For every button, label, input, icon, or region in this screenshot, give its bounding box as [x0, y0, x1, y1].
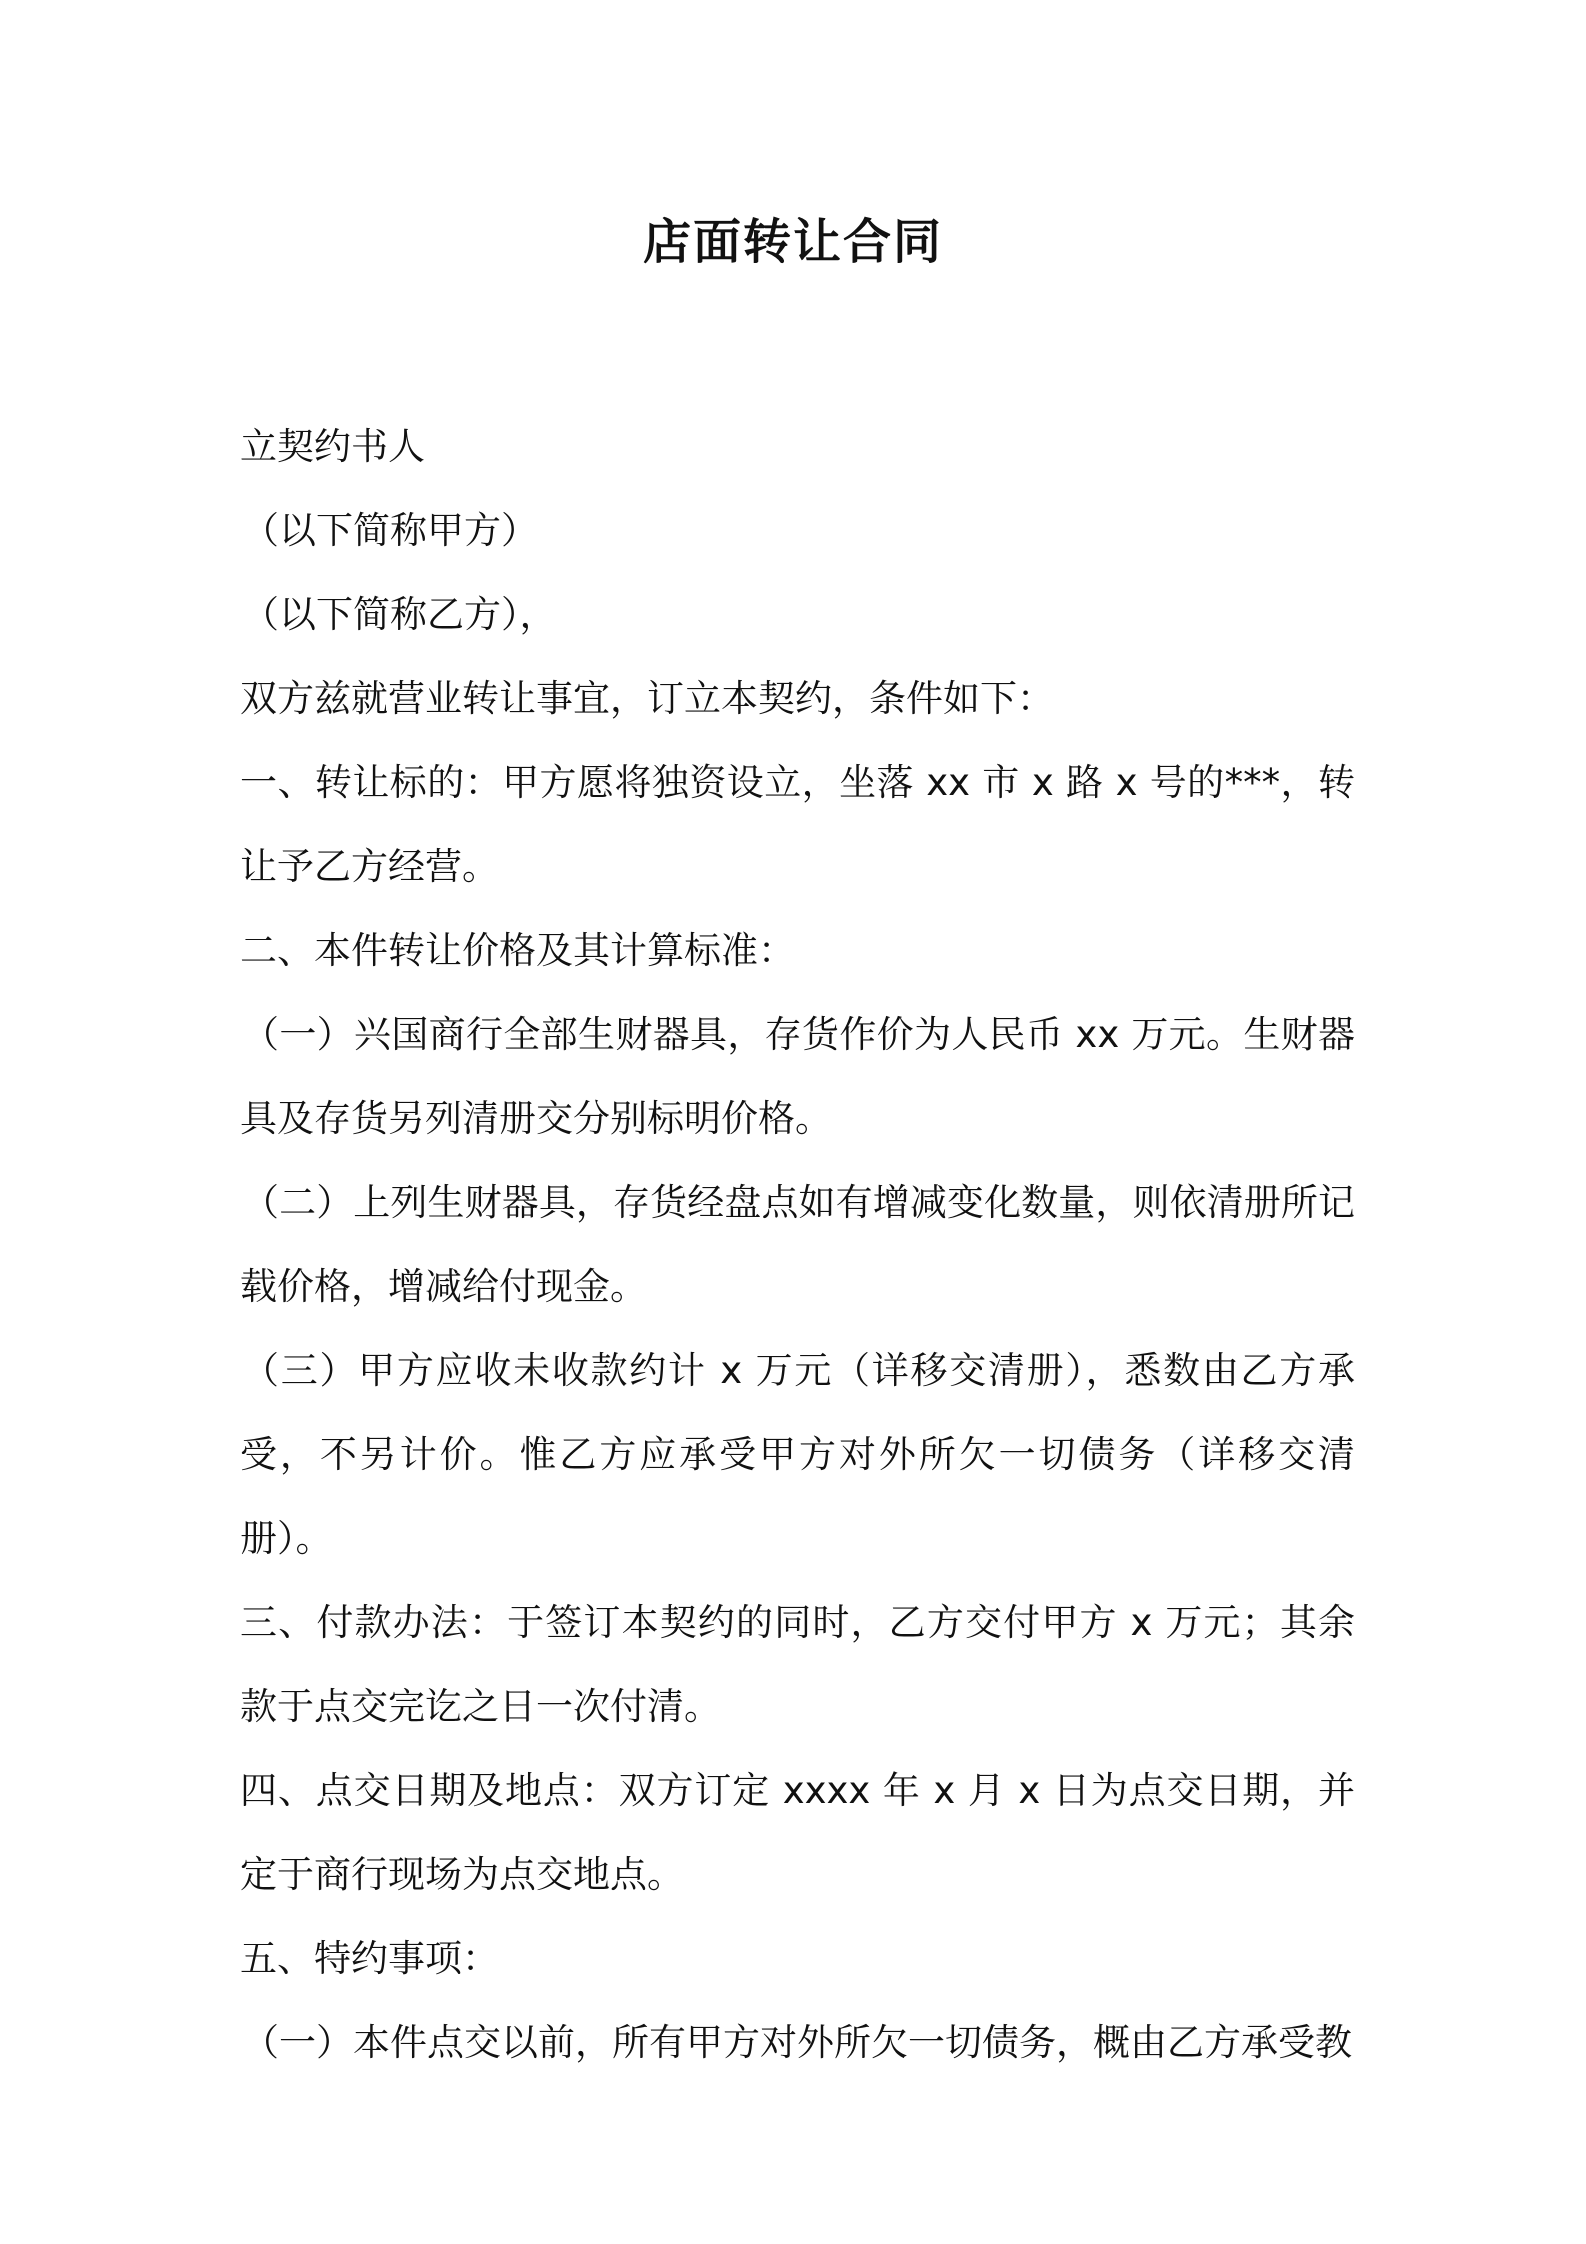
paragraph-clause-2-item-2: （二）上列生财器具，存货经盘点如有增减变化数量，则依清册所记载价格，增减给付现金。	[240, 1181, 1355, 1308]
paragraph-party-a: （以下简称甲方）	[242, 509, 538, 552]
document-title: 店面转让合同	[642, 214, 943, 270]
paragraph-preamble: 双方兹就营业转让事宜，订立本契约，条件如下：	[240, 677, 1054, 720]
paragraph-party-b: （以下简称乙方），	[242, 593, 557, 636]
paragraph-clause-1: 一、转让标的：甲方愿将独资设立，坐落 xx 市 x 路 x 号的***，转让予乙方经营。	[240, 761, 1355, 888]
document-body	[240, 405, 1355, 2085]
paragraph-clause-2-item-3: （三）甲方应收未收款约计 x 万元（详移交清册），悉数由乙方承受，不另计价。惟乙方应承受甲方对外所欠一切债务（详移交清册）。	[240, 1349, 1355, 1560]
paragraph-clause-3: 三、付款办法：于签订本契约的同时，乙方交付甲方 x 万元；其余款于点交完讫之日一次付清。	[240, 1601, 1355, 1728]
paragraph-clause-2: 二、本件转让价格及其计算标准：	[240, 929, 795, 972]
paragraph-clause-5: 五、特约事项：	[240, 1937, 499, 1980]
paragraph-parties-intro: 立契约书人	[240, 425, 425, 468]
paragraph-clause-5-item-1: （一）本件点交以前，所有甲方对外所欠一切债务，概由乙方承受教	[242, 2021, 1352, 2064]
paragraph-clause-4: 四、点交日期及地点：双方订定 xxxx 年 x 月 x 日为点交日期，并定于商行现场为点交地点。	[240, 1769, 1355, 1896]
paragraph-clause-2-item-1: （一）兴国商行全部生财器具，存货作价为人民币 xx 万元。生财器具及存货另列清册交分别标明价格。	[240, 1013, 1355, 1140]
